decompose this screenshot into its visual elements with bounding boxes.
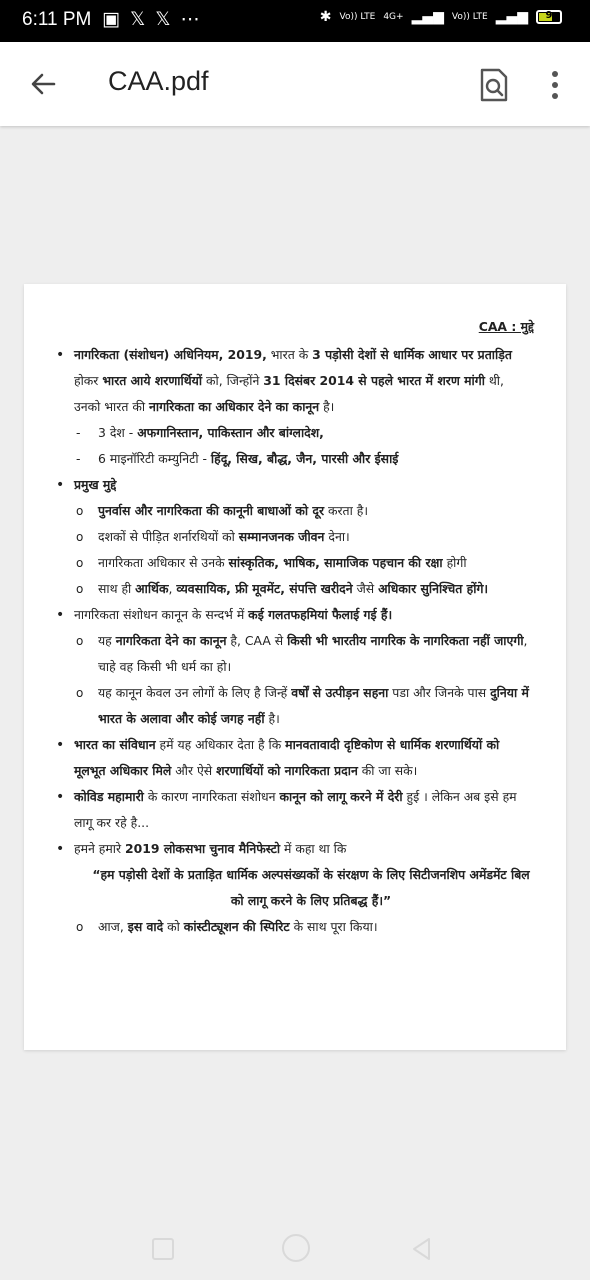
back-nav-button[interactable] xyxy=(410,1236,432,1266)
triangle-back-icon xyxy=(410,1236,432,1262)
recent-apps-button[interactable] xyxy=(152,1238,174,1260)
pdf-page xyxy=(24,284,566,1050)
more-vert-icon xyxy=(545,66,565,104)
bluetooth-icon: ✱ xyxy=(319,9,332,25)
network-indicator: Vo)) LTE xyxy=(339,12,376,22)
list-item: • भारत का संविधान हमें यह अधिकार देता है कि मानवतावादी दृष्टिकोण से धार्मिक शरणार्थियों को मूलभूत अधिकार मिले और ऐसे शरणार्थियों को नागरिकता प्रदान की जा सके। xyxy=(56,732,534,784)
arrow-left-icon xyxy=(26,66,62,102)
page-content xyxy=(56,314,534,940)
signal-icon: ▂▄▆ xyxy=(411,9,444,25)
battery-level: 9 xyxy=(545,10,553,21)
sub-list-item: o नागरिकता अधिकार से उनके सांस्कृतिक, भाषिक, सामाजिक पहचान की रक्षा होगी xyxy=(56,550,534,576)
sub-list-item: o दशकों से पीड़ित शर्नारथियों को सम्मानजनक जीवन देना। xyxy=(56,524,534,550)
home-button[interactable] xyxy=(282,1234,310,1262)
sub-list-item: o यह कानून केवल उन लोगों के लिए है जिन्हें वर्षों से उत्पीड़न सहना पडा और जिनके पास दुनिया में भारत के अलावा और कोई जगह नहीं है। xyxy=(56,680,534,732)
network-type: 4G+ xyxy=(383,12,404,22)
message-icon: ▣ xyxy=(102,8,120,30)
manifesto-quote: “हम पड़ोसी देशों के प्रताड़ित धार्मिक अल्पसंख्यकों के संरक्षण के लिए सिटीजनशिप अमेंडमेंट बिल को लागू करने के लिए प्रतिबद्ध हैं।” xyxy=(92,867,530,908)
list-item: • कोविड महामारी के कारण नागरिकता संशोधन कानून को लागू करने में देरी हुई । लेकिन अब इसे हम लागू कर रहे है... xyxy=(56,784,534,836)
battery-icon xyxy=(536,10,562,24)
sub-list-item: - 6 माइनॉरिटी कम्युनिटी - हिंदू, सिख, बौद्ध, जैन, पारसी और ईसाई xyxy=(76,451,399,466)
list-item: • नागरिकता (संशोधन) अधिनियम, 2019, भारत के 3 पड़ोसी देशों से धार्मिक आधार पर प्रताड़ित होकर भारत आये शरणार्थियों को, जिन्होंने 31 दिसंबर 2014 से पहले भारत में शरण मांगी थी, उनको भारत की नागरिकता का अधिकार देने का कानून है। xyxy=(56,342,534,420)
x-app-icon: 𝕏 xyxy=(155,8,171,30)
list-item: • प्रमुख मुद्दे xyxy=(56,472,534,498)
signal-icon: ▂▄▆ xyxy=(495,9,528,25)
doc-heading: CAA : मुद्दे xyxy=(478,319,534,334)
status-bar xyxy=(0,0,590,42)
search-document-icon xyxy=(478,66,510,104)
list-item: • नागरिकता संशोधन कानून के सन्दर्भ में कई गलतफहमियां फैलाई गई हैं। xyxy=(56,602,534,628)
sub-list-item: o आज, इस वादे को कांस्टीट्यूशन की स्पिरिट के साथ पूरा किया। xyxy=(56,914,534,940)
status-time: 6:11 PM xyxy=(22,9,92,30)
document-title: CAA.pdf xyxy=(108,66,209,96)
back-button[interactable] xyxy=(26,66,62,102)
sub-list-item: o साथ ही आर्थिक, व्यवसायिक, फ्री मूवमेंट, संपत्ति खरीदने जैसे अधिकार सुनिश्चित होंगे। xyxy=(56,576,534,602)
system-nav-bar xyxy=(0,1220,590,1280)
sub-list-item: o पुनर्वास और नागरिकता की कानूनी बाधाओं को दूर करता है। xyxy=(56,498,534,524)
app-bar xyxy=(0,42,590,126)
sub-list-item: o यह नागरिकता देने का कानून है, CAA से किसी भी भारतीय नागरिक के नागरिकता नहीं जाएगी, चाहे वह किसी भी धर्म का हो। xyxy=(56,628,534,680)
search-in-document-button[interactable] xyxy=(478,66,510,104)
x-app-icon: 𝕏 xyxy=(129,8,146,30)
network-indicator: Vo)) LTE xyxy=(451,12,488,22)
more-notifications-icon: ⋯ xyxy=(180,8,200,30)
more-options-button[interactable] xyxy=(545,66,565,104)
list-item: • हमने हमारे 2019 लोकसभा चुनाव मैनिफेस्टो में कहा था कि xyxy=(56,836,534,862)
sub-list-item: - 3 देश - अफगानिस्तान, पाकिस्तान और बांग्लादेश, xyxy=(76,425,324,440)
